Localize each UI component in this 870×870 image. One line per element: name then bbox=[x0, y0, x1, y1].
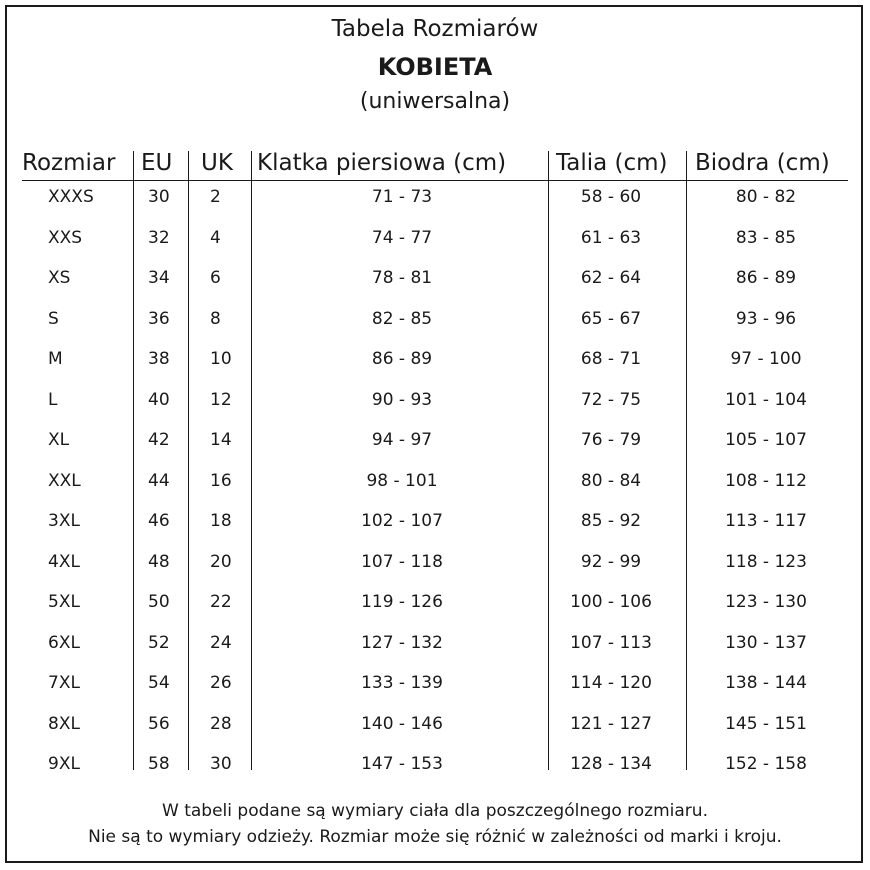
cell-size: 7XL bbox=[48, 673, 80, 693]
cell-size: XXXS bbox=[48, 187, 94, 207]
cell-waist: 121 - 127 bbox=[570, 713, 652, 734]
cell-uk: 6 bbox=[210, 268, 221, 288]
cell-uk: 30 bbox=[210, 754, 232, 774]
cell-eu: 42 bbox=[148, 430, 170, 450]
cell-waist: 80 - 84 bbox=[580, 470, 642, 491]
cell-hips: 80 - 82 bbox=[735, 187, 797, 207]
cell-waist: 85 - 92 bbox=[580, 511, 642, 531]
cell-eu: 46 bbox=[148, 511, 170, 531]
chart-subtitle-note: (uniwersalna) bbox=[359, 89, 511, 114]
cell-size: XXL bbox=[48, 470, 81, 491]
cell-waist: 62 - 64 bbox=[580, 268, 642, 288]
column-divider bbox=[133, 151, 134, 770]
cell-uk: 18 bbox=[210, 511, 232, 531]
cell-waist: 72 - 75 bbox=[580, 389, 642, 410]
footer-note-line-2: Nie są to wymiary odzieży. Rozmiar może się różnić w zależności od marki i kroju. bbox=[88, 827, 782, 847]
header-uk: UK bbox=[201, 150, 233, 176]
cell-hips: 145 - 151 bbox=[725, 713, 807, 734]
cell-chest: 98 - 101 bbox=[366, 470, 438, 491]
cell-eu: 48 bbox=[148, 551, 170, 572]
cell-waist: 92 - 99 bbox=[580, 551, 642, 572]
cell-eu: 50 bbox=[148, 592, 170, 612]
cell-chest: 119 - 126 bbox=[361, 592, 443, 612]
cell-size: M bbox=[48, 349, 63, 369]
cell-size: 9XL bbox=[48, 754, 80, 774]
cell-waist: 65 - 67 bbox=[580, 308, 642, 329]
cell-chest: 71 - 73 bbox=[371, 187, 433, 207]
cell-waist: 100 - 106 bbox=[570, 592, 652, 612]
cell-eu: 40 bbox=[148, 389, 170, 410]
cell-uk: 28 bbox=[210, 713, 232, 734]
cell-size: 3XL bbox=[48, 511, 80, 531]
cell-size: XXS bbox=[48, 227, 83, 248]
cell-chest: 94 - 97 bbox=[371, 430, 433, 450]
column-divider bbox=[686, 151, 687, 770]
header-chest: Klatka piersiowa (cm) bbox=[257, 150, 507, 176]
cell-eu: 38 bbox=[148, 349, 170, 369]
cell-size: S bbox=[48, 308, 59, 329]
cell-hips: 105 - 107 bbox=[725, 430, 807, 450]
cell-eu: 56 bbox=[148, 713, 170, 734]
cell-waist: 107 - 113 bbox=[570, 632, 652, 653]
header-eu: EU bbox=[141, 150, 173, 176]
cell-waist: 58 - 60 bbox=[580, 187, 642, 207]
cell-uk: 14 bbox=[210, 430, 232, 450]
cell-hips: 113 - 117 bbox=[725, 511, 807, 531]
cell-chest: 90 - 93 bbox=[371, 389, 433, 410]
cell-eu: 32 bbox=[148, 227, 170, 248]
cell-size: XL bbox=[48, 430, 70, 450]
cell-hips: 97 - 100 bbox=[730, 349, 802, 369]
cell-chest: 127 - 132 bbox=[361, 632, 443, 653]
cell-hips: 93 - 96 bbox=[735, 308, 797, 329]
cell-size: L bbox=[48, 389, 58, 410]
cell-eu: 30 bbox=[148, 187, 170, 207]
cell-eu: 36 bbox=[148, 308, 170, 329]
cell-uk: 4 bbox=[210, 227, 221, 248]
cell-eu: 34 bbox=[148, 268, 170, 288]
header-size: Rozmiar bbox=[22, 150, 116, 176]
cell-eu: 52 bbox=[148, 632, 170, 653]
cell-size: 8XL bbox=[48, 713, 80, 734]
header-underline bbox=[22, 180, 848, 181]
column-divider bbox=[188, 151, 189, 770]
cell-hips: 118 - 123 bbox=[725, 551, 807, 572]
cell-uk: 8 bbox=[210, 308, 221, 329]
chart-title: Tabela Rozmiarów bbox=[331, 16, 539, 42]
cell-size: 4XL bbox=[48, 551, 80, 572]
cell-chest: 78 - 81 bbox=[371, 268, 433, 288]
cell-waist: 61 - 63 bbox=[580, 227, 642, 248]
cell-hips: 108 - 112 bbox=[725, 470, 807, 491]
cell-uk: 22 bbox=[210, 592, 232, 612]
cell-chest: 133 - 139 bbox=[361, 673, 443, 693]
cell-hips: 101 - 104 bbox=[725, 389, 807, 410]
footer-note-line-1: W tabeli podane są wymiary ciała dla poszczególnego rozmiaru. bbox=[162, 801, 708, 821]
cell-eu: 44 bbox=[148, 470, 170, 491]
cell-waist: 114 - 120 bbox=[570, 673, 652, 693]
cell-chest: 74 - 77 bbox=[371, 227, 433, 248]
cell-eu: 58 bbox=[148, 754, 170, 774]
cell-chest: 107 - 118 bbox=[361, 551, 443, 572]
cell-waist: 76 - 79 bbox=[580, 430, 642, 450]
cell-hips: 123 - 130 bbox=[725, 592, 807, 612]
cell-uk: 10 bbox=[210, 349, 232, 369]
cell-hips: 138 - 144 bbox=[725, 673, 807, 693]
cell-uk: 24 bbox=[210, 632, 232, 653]
cell-hips: 83 - 85 bbox=[735, 227, 797, 248]
cell-hips: 152 - 158 bbox=[725, 754, 807, 774]
cell-chest: 86 - 89 bbox=[371, 349, 433, 369]
cell-hips: 86 - 89 bbox=[735, 268, 797, 288]
cell-uk: 12 bbox=[210, 389, 232, 410]
cell-waist: 68 - 71 bbox=[580, 349, 642, 369]
cell-chest: 82 - 85 bbox=[371, 308, 433, 329]
chart-subtitle-category: KOBIETA bbox=[377, 53, 493, 81]
cell-size: XS bbox=[48, 268, 71, 288]
cell-size: 6XL bbox=[48, 632, 80, 653]
header-waist: Talia (cm) bbox=[556, 150, 668, 176]
cell-uk: 2 bbox=[210, 187, 221, 207]
cell-hips: 130 - 137 bbox=[725, 632, 807, 653]
cell-uk: 20 bbox=[210, 551, 232, 572]
cell-uk: 26 bbox=[210, 673, 232, 693]
column-divider bbox=[548, 151, 549, 770]
header-hips: Biodra (cm) bbox=[695, 150, 830, 176]
cell-size: 5XL bbox=[48, 592, 80, 612]
column-divider bbox=[251, 151, 252, 770]
cell-chest: 140 - 146 bbox=[361, 713, 443, 734]
cell-eu: 54 bbox=[148, 673, 170, 693]
cell-uk: 16 bbox=[210, 470, 232, 491]
cell-chest: 102 - 107 bbox=[361, 511, 443, 531]
cell-chest: 147 - 153 bbox=[361, 754, 443, 774]
cell-waist: 128 - 134 bbox=[570, 754, 652, 774]
